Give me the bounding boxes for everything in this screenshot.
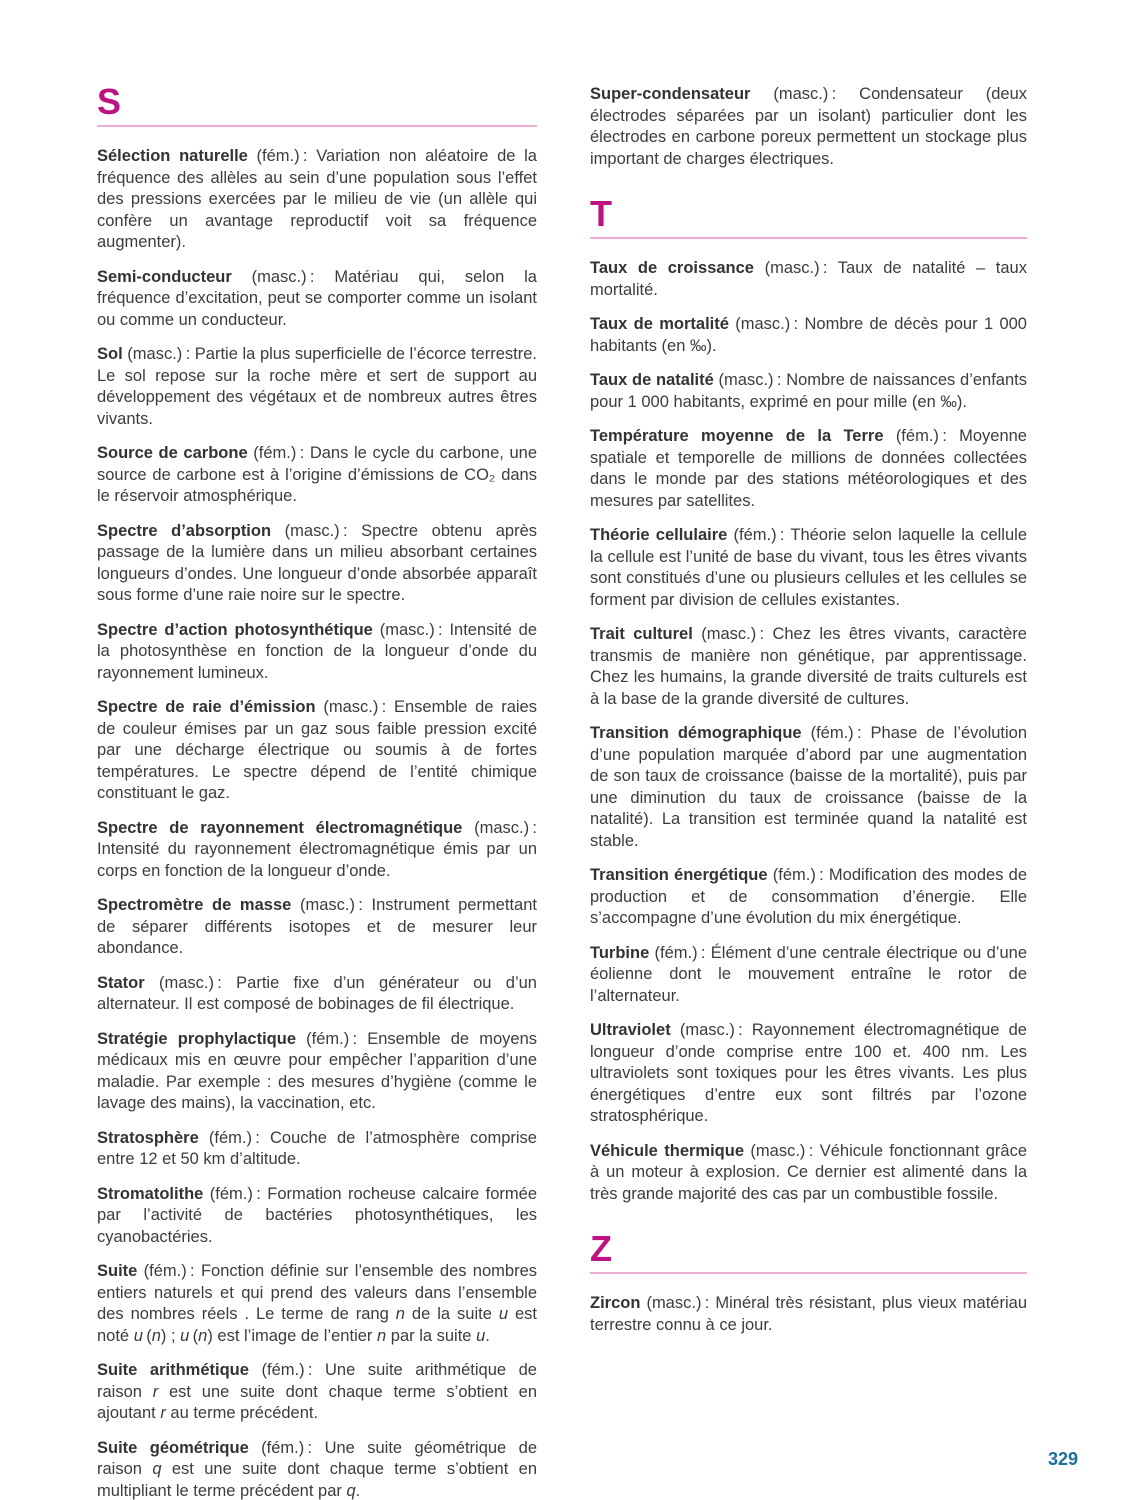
entry-term: Taux de mortalité xyxy=(590,315,729,333)
entry-term: Stratosphère xyxy=(97,1128,199,1147)
section-heading xyxy=(97,81,537,127)
entry-definition: Partie fixe d’un générateur ou d’un alternateur. Il est composé de bobinages de fil électrique. xyxy=(97,973,537,1013)
entry-gender: (masc.) : xyxy=(640,1294,716,1312)
glossary-entry xyxy=(590,1293,1027,1336)
section-letter: T xyxy=(590,193,612,234)
entry-term: Spectre de raie d’émission xyxy=(97,698,316,716)
entry-gender: (masc.) : xyxy=(670,1021,752,1039)
entry-definition: Modification des modes de production et de consommation d’énergie. Elle s’accompagne d’une évolution du mix énergétique. xyxy=(590,866,1027,927)
glossary-entry xyxy=(590,1020,1027,1128)
entry-definition: Phase de l’évolution d’une population marquée d’abord par une augmentation de son taux de croissance (baisse de la mortalité), puis par une diminution du taux de croissance (baisse de la natalité). La transition est terminée quand la natalité est stable. xyxy=(590,724,1028,850)
entry-gender: (fém.) : xyxy=(767,866,829,884)
entry-term: Spectre de rayonnement électromagnétique xyxy=(97,818,463,837)
section-heading xyxy=(590,1228,1027,1274)
glossary-entry xyxy=(97,818,537,883)
entry-definition: Nombre de naissances d’enfants pour 1 000 habitants, exprimé en pour mille (en ‰). xyxy=(590,371,1027,411)
entry-term: Théorie cellulaire xyxy=(590,526,728,544)
entry-definition: Théorie selon laquelle la cellule la cellule est l’unité de base du vivant, tous les êtres vivants sont constitués d’une ou plusieurs cellules et les cellules se forment par division de cellules existantes. xyxy=(590,526,1027,609)
entry-term: Spectromètre de masse xyxy=(97,896,292,914)
entry-definition: Formation rocheuse calcaire formée par l’activité de bactéries photosynthétiques, les cyanobactéries. xyxy=(97,1184,537,1246)
entry-definition: Une suite géométrique de raison q est une suite dont chaque terme s’obtient en multipliant le terme précédent par q. xyxy=(97,1438,537,1500)
glossary-entry xyxy=(590,258,1027,301)
glossary-entry xyxy=(97,344,537,430)
entry-definition: Chez les êtres vivants, caractère transmis de manière non génétique, par apprentissage. Chez les humains, la grande diversité de traits culturels est à la base de la grande diversité de cultures. xyxy=(590,625,1027,708)
entry-term: Température moyenne de la Terre xyxy=(590,427,884,445)
entry-gender: (fém.) : xyxy=(247,444,310,462)
column-right xyxy=(590,84,1027,1500)
entry-definition: Ensemble de raies de couleur émises par un gaz sous faible pression excité par une décharge électrique ou soumis à de fortes températures. Le spectre dépend de l’entité chimique constituant le gaz. xyxy=(97,698,537,802)
entry-term: Trait culturel xyxy=(590,625,693,643)
glossary-entry xyxy=(97,443,537,508)
entry-gender: (masc.) : xyxy=(713,371,787,389)
entry-definition: Partie la plus superficielle de l’écorce terrestre. Le sol repose sur la roche mère et sert de support au développement des végétaux et de nombreux autres êtres vivants. xyxy=(97,345,537,428)
entry-gender: (masc.) : xyxy=(744,1141,820,1160)
glossary-entry xyxy=(590,84,1027,170)
glossary-entry xyxy=(97,1261,537,1347)
glossary-entry xyxy=(97,895,537,960)
glossary-entry xyxy=(590,314,1027,357)
entry-gender: (masc.) : xyxy=(122,345,195,363)
entry-gender: (masc.) : xyxy=(315,698,394,716)
entry-term: Sélection naturelle xyxy=(97,147,248,165)
entry-gender: (fém.) : xyxy=(296,1029,368,1048)
glossary-entry xyxy=(590,1141,1027,1206)
entry-term: Ultraviolet xyxy=(590,1021,671,1039)
glossary-entry xyxy=(97,620,537,685)
glossary-entry xyxy=(590,370,1027,413)
glossary-entry xyxy=(590,865,1027,930)
entry-definition: Couche de l’atmosphère comprise entre 12 et 50 km d’altitude. xyxy=(97,1128,537,1168)
entry-definition: Spectre obtenu après passage de la lumière dans un milieu absorbant certaines longueurs d’ondes. Une longueur d’onde absorbée apparaît sous forme d’une raie noire sur le spectre. xyxy=(97,521,537,604)
page-number: 329 xyxy=(1047,1449,1078,1469)
entry-term: Suite xyxy=(97,1262,138,1280)
glossary-entry xyxy=(590,943,1027,1008)
entry-gender: (masc.) : xyxy=(753,259,838,277)
entry-gender: (fém.) : xyxy=(883,427,960,445)
entry-definition: Condensateur (deux électrodes séparées par un isolant) particulier dont les électrodes en carbone poreux permettent un stockage plus important de charges électriques. xyxy=(590,85,1027,168)
entry-gender: (fém.) : xyxy=(727,526,791,544)
glossary-entry xyxy=(97,1438,537,1500)
entry-definition: Instrument permettant de séparer différents isotopes et de mesurer leur abondance. xyxy=(97,896,537,957)
entry-gender: (masc.) : xyxy=(271,521,362,540)
entry-definition: Moyenne spatiale et temporelle de millions de données collectées dans le monde par des stations météorologiques et des mesures par satellites. xyxy=(590,427,1027,510)
glossary-entry xyxy=(97,1029,537,1115)
glossary-entry xyxy=(97,973,537,1016)
column-left xyxy=(97,81,538,1500)
entry-term: Stator xyxy=(97,973,145,992)
entry-definition: Intensité du rayonnement électromagnétique émis par un corps en fonction de la longueur d’onde. xyxy=(97,840,537,880)
entry-term: Stratégie prophylactique xyxy=(97,1029,296,1048)
entry-gender: (masc.) : xyxy=(750,85,860,103)
entry-definition: Véhicule fonctionnant grâce à un moteur à explosion. Ce dernier est alimenté dans la très grande majorité des cas par un combustible fossile. xyxy=(590,1141,1027,1203)
glossary-entry xyxy=(590,426,1027,512)
entry-definition: Fonction définie sur l’ensemble des nombres entiers naturels et qui prend des valeurs dans l’ensemble des nombres réels . Le terme de rang n de la suite u est noté u (n) ; u (n) est l’image de l’entier n par la suite u. xyxy=(97,1262,537,1345)
entry-term: Transition énergétique xyxy=(590,866,768,884)
entry-gender: (fém.) : xyxy=(203,1184,268,1203)
entry-definition: Ensemble de moyens médicaux mis en œuvre pour empêcher l’apparition d’une maladie. Par exemple : des mesures d’hygiène (comme le lavage des mains), la vaccination, etc. xyxy=(97,1029,537,1112)
entry-term: Zircon xyxy=(590,1294,641,1312)
entry-gender: (fém.) : xyxy=(248,1361,326,1379)
glossary-entry xyxy=(97,697,537,805)
entry-term: Source de carbone xyxy=(97,444,248,462)
entry-gender: (fém.) : xyxy=(801,724,871,742)
entry-term: Taux de croissance xyxy=(590,259,754,277)
entry-term: Véhicule thermique xyxy=(590,1141,745,1160)
entry-definition: Élément d’une centrale électrique ou d’une éolienne dont le mouvement entraîne le rotor de l’alternateur. xyxy=(590,943,1028,1005)
glossary-entry xyxy=(590,723,1027,852)
glossary-entry xyxy=(97,1184,537,1249)
glossary-entry xyxy=(97,521,537,607)
entry-definition: Intensité de la photosynthèse en fonction de la longueur d’onde du rayonnement lumineux. xyxy=(97,620,538,682)
entry-definition: Une suite arithmétique de raison r est une suite dont chaque terme s’obtient en ajoutant r au terme précédent. xyxy=(97,1361,537,1422)
entry-term: Taux de natalité xyxy=(590,371,714,389)
entry-term: Semi-conducteur xyxy=(97,267,232,286)
entry-term: Transition démographique xyxy=(590,724,802,742)
glossary-entry xyxy=(97,1128,537,1171)
entry-definition: Variation non aléatoire de la fréquence des allèles au sein d’une population sous l’effet des pressions exercées par le milieu de vie (un allèle qui confère un avantage reproductif voit sa fréquence augmenter). xyxy=(97,147,537,251)
entry-gender: (masc.) : xyxy=(231,267,335,286)
entry-definition: Nombre de décès pour 1 000 habitants (en ‰). xyxy=(590,315,1027,355)
glossary-columns xyxy=(97,81,1030,1500)
entry-gender: (masc.) : xyxy=(728,315,805,333)
entry-gender: (masc.) : xyxy=(692,625,773,643)
entry-term: Stromatolithe xyxy=(97,1184,204,1203)
entry-term: Suite arithmétique xyxy=(97,1361,249,1379)
entry-definition: Matériau qui, selon la fréquence d’excitation, peut se comporter comme un isolant ou comme un conducteur. xyxy=(97,267,537,329)
entry-term: Turbine xyxy=(590,943,650,962)
entry-definition: Minéral très résistant, plus vieux matériau terrestre connu à ce jour. xyxy=(590,1294,1027,1334)
entry-gender: (fém.) : xyxy=(137,1262,201,1280)
entry-definition: Dans le cycle du carbone, une source de carbone est à l’origine d’émissions de CO₂ dans le réservoir atmosphérique. xyxy=(97,444,537,505)
glossary-entry xyxy=(97,267,537,332)
entry-gender: (fém.) : xyxy=(198,1128,270,1147)
entry-term: Sol xyxy=(97,345,123,363)
entry-definition: Rayonnement électromagnétique de longueur d’onde comprise entre 100 et. 400 nm. Les ultraviolets sont toxiques pour les êtres vivants. Les plus énergétiques d’entre eux sont filtrés par l’ozone stratosphérique. xyxy=(590,1021,1027,1125)
entry-term: Suite géométrique xyxy=(97,1438,249,1457)
section-heading xyxy=(590,193,1027,239)
entry-gender: (masc.) : xyxy=(372,620,450,639)
entry-term: Spectre d’absorption xyxy=(97,521,272,540)
section-letter: Z xyxy=(590,1228,612,1269)
entry-term: Super-condensateur xyxy=(590,85,751,103)
section-letter: S xyxy=(97,81,122,122)
glossary-entry xyxy=(97,146,537,254)
glossary-entry xyxy=(590,624,1027,710)
entry-gender: (fém.) : xyxy=(649,943,711,962)
entry-gender: (masc.) : xyxy=(291,896,372,914)
entry-gender: (fém.) : xyxy=(247,147,317,165)
glossary-entry xyxy=(590,525,1027,611)
entry-gender: (masc.) : xyxy=(144,973,237,992)
entry-definition: Taux de natalité – taux mortalité. xyxy=(590,259,1027,299)
entry-gender: (masc.) : xyxy=(462,818,537,837)
entry-gender: (fém.) : xyxy=(248,1438,325,1457)
entry-term: Spectre d’action photosynthétique xyxy=(97,620,373,639)
glossary-entry xyxy=(97,1360,537,1425)
